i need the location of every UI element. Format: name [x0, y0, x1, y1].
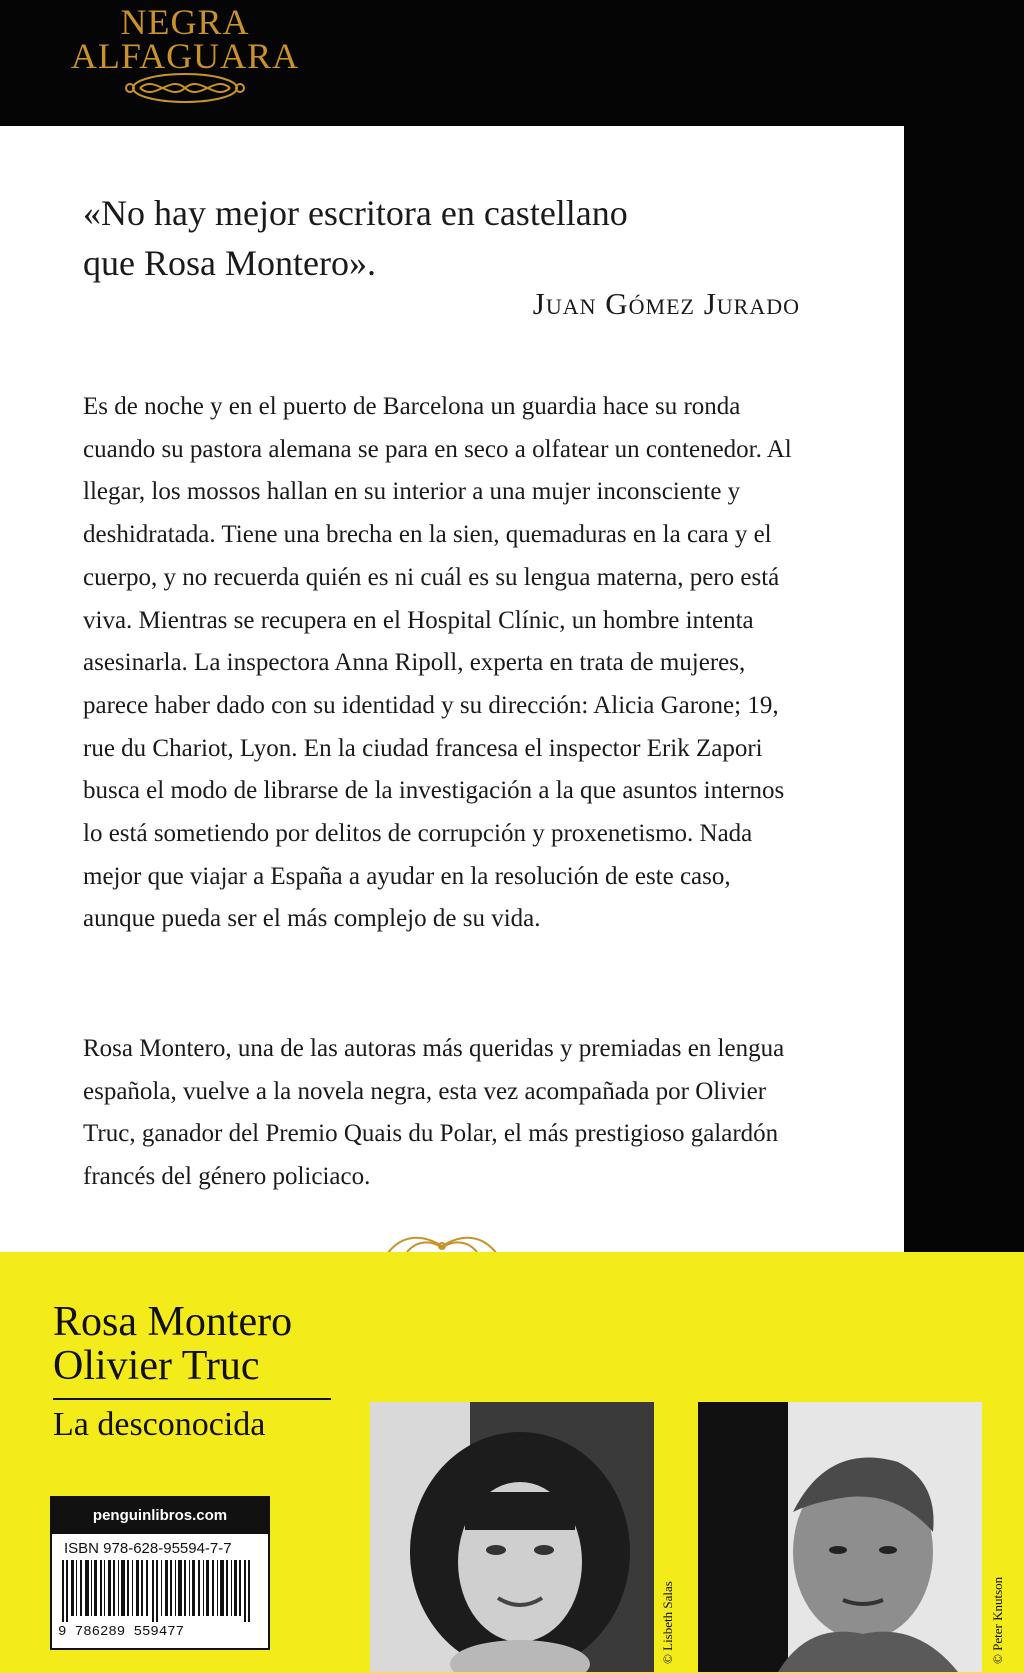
barcode-label [50, 1496, 270, 1650]
author-bio-text: Rosa Montero, una de las autoras más queridas y premiadas en lengua española, vuelve a la novela negra, esta vez acompañada por Olivier Truc, ganador del Premio Quais du Polar, el más prestigioso galardón francés del género policiaco. [83, 1035, 785, 1191]
photo-credit-2: © Peter Knutson [990, 1576, 1005, 1664]
isbn-text: ISBN 978-628-95594-7-7 [64, 1540, 232, 1557]
title-divider [53, 1398, 331, 1400]
author-name-1: Rosa Montero [53, 1299, 293, 1345]
barcode-icon [62, 1560, 258, 1622]
author-name-2: Olivier Truc [53, 1343, 260, 1389]
portrait-man-image [698, 1402, 982, 1672]
authors-block [53, 1300, 292, 1388]
imprint-logo [60, 4, 310, 114]
blurb-quote [83, 188, 843, 288]
synopsis-text: Es de noche y en el puerto de Barcelona un guardia hace su ronda cuando su pastora alemana se para en seco a olfatear un contenedor. Al llegar, los mossos hallan en su interior a una mujer inconsciente y deshidratada. Tiene una brecha en la sien, quemaduras en la cara y el cuerpo, y no recuerda quién es ni cuál es su lengua materna, pero está viva. Mientras se recupera en el Hospital Clínic, un hombre intenta asesinarla. La inspectora Anna Ripoll, experta en trata de mujeres, parece haber dado con su identidad y su dirección: Alicia Garone; 19, rue du Chariot, Lyon. En la ciudad francesa el inspector Erik Zapori busca el modo de librarse de la investigación a la que asuntos internos lo está sometiendo por delitos de corrupción y proxenetismo. Nada mejor que viajar a España a ayudar en la resolución de este caso, aunque pueda ser el más complejo de su vida. [83, 393, 792, 933]
book-title: La desconocida [53, 1406, 266, 1443]
blurb-author: Juan Gómez Jurado [532, 286, 800, 321]
blurb-quote-line2: que Rosa Montero». [83, 243, 376, 283]
portrait-woman-image [370, 1402, 654, 1672]
publisher-website: penguinlibros.com [52, 1498, 268, 1534]
author-photo-olivier-truc [698, 1402, 982, 1672]
photo-credit-1: © Lisbeth Salas [660, 1581, 675, 1664]
imprint-line1: NEGRA [120, 2, 250, 42]
barcode-digits: 9 786289 559477 [58, 1624, 185, 1640]
blurb-quote-line1: «No hay mejor escritora en castellano [83, 193, 628, 233]
author-photo-rosa-montero [370, 1402, 654, 1672]
imprint-line2: ALFAGUARA [70, 36, 300, 76]
